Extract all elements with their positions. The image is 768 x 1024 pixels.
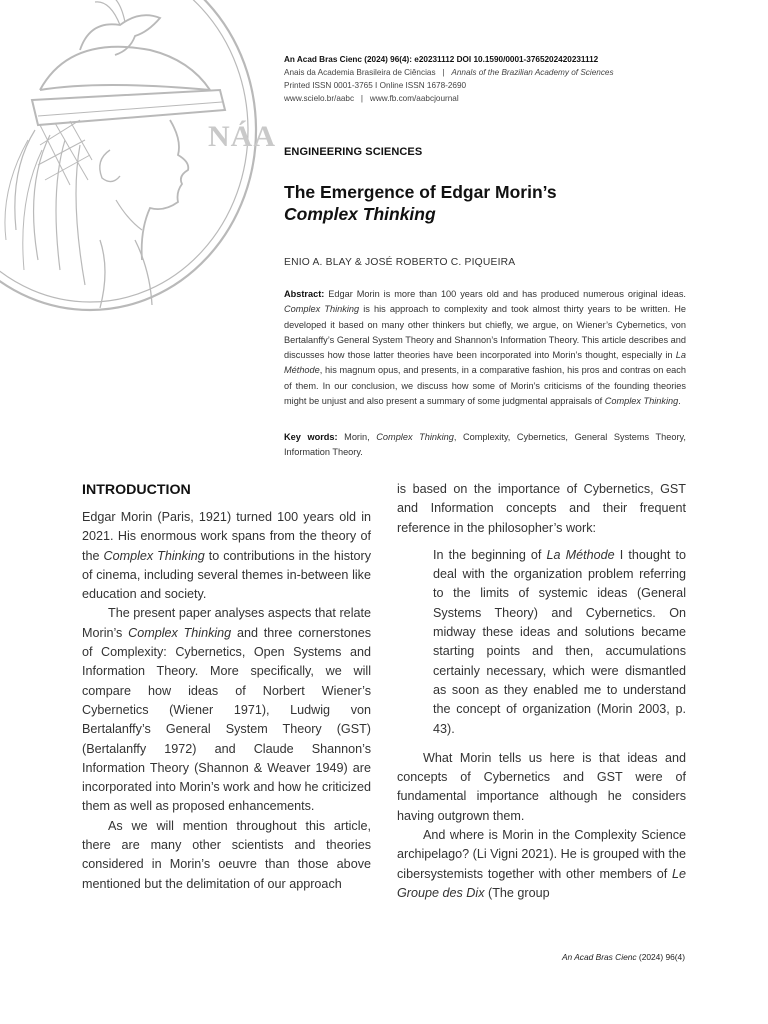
block-quote: In the beginning of La Méthode I thought to deal with the organization problem referring to the limits of systemic ideas (General Systems Theory) and Cybernetics. On midway these ideas and solutions became starting points and then, accumulations certainly necessary, which were dismantled as soon as they enabled me to understand the concept of organization (Morin 2003, p. 43). <box>433 547 686 736</box>
citation-doi: An Acad Bras Cienc (2024) 96(4): e20231112 DOI 10.1590/0001-3765202420231112 <box>284 55 599 64</box>
facebook-link[interactable]: www.fb.com/aabcjournal <box>369 94 459 103</box>
article-title <box>284 181 557 225</box>
abstract <box>284 287 686 409</box>
body-paragraph: Edgar Morin (Paris, 1921) turned 100 years old in 2021. His enormous work spans from the theory of the Complex Thinking to contributions in the history of cinema, including several themes in-between like education and society. <box>82 510 371 602</box>
body-paragraph: The present paper analyses aspects that relate Morin’s Complex Thinking and three cornerstones of Complexity: Cybernetics, Open Systems and Information Theory. More specifically, we will compare how ideas of Norbert Wiener’s Cybernetics (Wiener 1971), Ludwig von Bertalanffy’s General System Theory (GST) (Bertalanffy 1972) and Claude Shannon’s Information Theory (Shannon & Weaver 1949) are incorporated into Morin’s work and how he criticized them as well as proposed enhancements. <box>82 606 371 814</box>
scielo-link[interactable]: www.scielo.br/aabc <box>284 94 355 103</box>
keywords-text: Morin, <box>337 432 377 442</box>
footer-journal: An Acad Bras Cienc <box>561 952 637 962</box>
abstract-label: Abstract: <box>284 289 325 299</box>
seal-logo-text: NÁA <box>208 120 276 153</box>
keywords-label: Key words: <box>284 432 338 442</box>
abstract-text: Edgar Morin is more than 100 years old and has produced numerous original ideas. <box>324 289 686 299</box>
journal-header <box>284 53 704 105</box>
abstract-text: . <box>678 396 681 407</box>
issn-line: Printed ISSN 0001-3765 I Online ISSN 1678-2690 <box>284 81 467 90</box>
body-paragraph: As we will mention throughout this article, there are many other scientists and theories considered in Morin’s oeuvre than those above mentioned but the delimitation of our approach <box>82 818 371 891</box>
body-paragraph: And where is Morin in the Complexity Science archipelago? (Li Vigni 2021). He is grouped with the cibersystemists together with other members of Le Groupe des Dix (The group <box>397 828 686 900</box>
body-paragraph: What Morin tells us here is that ideas and concepts of Cybernetics and GST were of fundamental importance although he considers having outgrown them. <box>397 750 686 823</box>
body-column-left <box>82 480 371 894</box>
journal-links <box>284 92 704 105</box>
abstract-emphasis: Complex Thinking <box>604 396 679 407</box>
journal-name-pt: Anais da Academia Brasileira de Ciências <box>284 68 436 77</box>
academy-seal-logo <box>0 0 270 330</box>
section-label: ENGINEERING SCIENCES <box>284 146 423 158</box>
journal-separator: | <box>442 68 445 77</box>
footer-issue: (2024) 96(4) <box>636 952 685 962</box>
page-footer <box>562 952 685 962</box>
keywords <box>284 430 686 461</box>
abstract-text: , his magnum opus, and presents, in a comparative fashion, his pros and contras on each of them. In our conclusion, we discuss how some of Morin’s criticisms of the founding theories might be unjust and also present a summary of some judgmental appraisals of <box>284 365 686 407</box>
body-column-right <box>397 480 686 903</box>
links-separator: | <box>360 94 364 103</box>
abstract-text: is his approach to complexity and took almost thirty years to be written. He developed it based on many other thinkers but chiefly, we argue, on Wiener’s Cybernetics, von Bertalanffy’s General System Theory and Shannon’s Information Theory. This article describes and discusses how those latter theories have been incorporated into Morin’s thought, especially in <box>284 304 686 361</box>
title-line-2: Complex Thinking <box>284 204 436 224</box>
journal-names <box>284 66 704 79</box>
journal-name-en: Annals of the Brazilian Academy of Sciences <box>451 68 614 77</box>
authors: ENIO A. BLAY & JOSÉ ROBERTO C. PIQUEIRA <box>284 257 516 268</box>
body-paragraph: is based on the importance of Cybernetics, GST and Information concepts and their frequent reference in the philosopher’s work: <box>397 482 686 535</box>
keywords-text: , Complexity, Cybernetics, General Systems Theory, Information Theory. <box>284 432 686 458</box>
title-line-1: The Emergence of Edgar Morin’s <box>284 182 557 202</box>
abstract-emphasis: La Méthode <box>284 350 686 376</box>
keywords-emphasis: Complex Thinking <box>376 432 454 442</box>
section-heading-introduction: INTRODUCTION <box>82 482 191 498</box>
abstract-emphasis: Complex Thinking <box>284 304 360 315</box>
